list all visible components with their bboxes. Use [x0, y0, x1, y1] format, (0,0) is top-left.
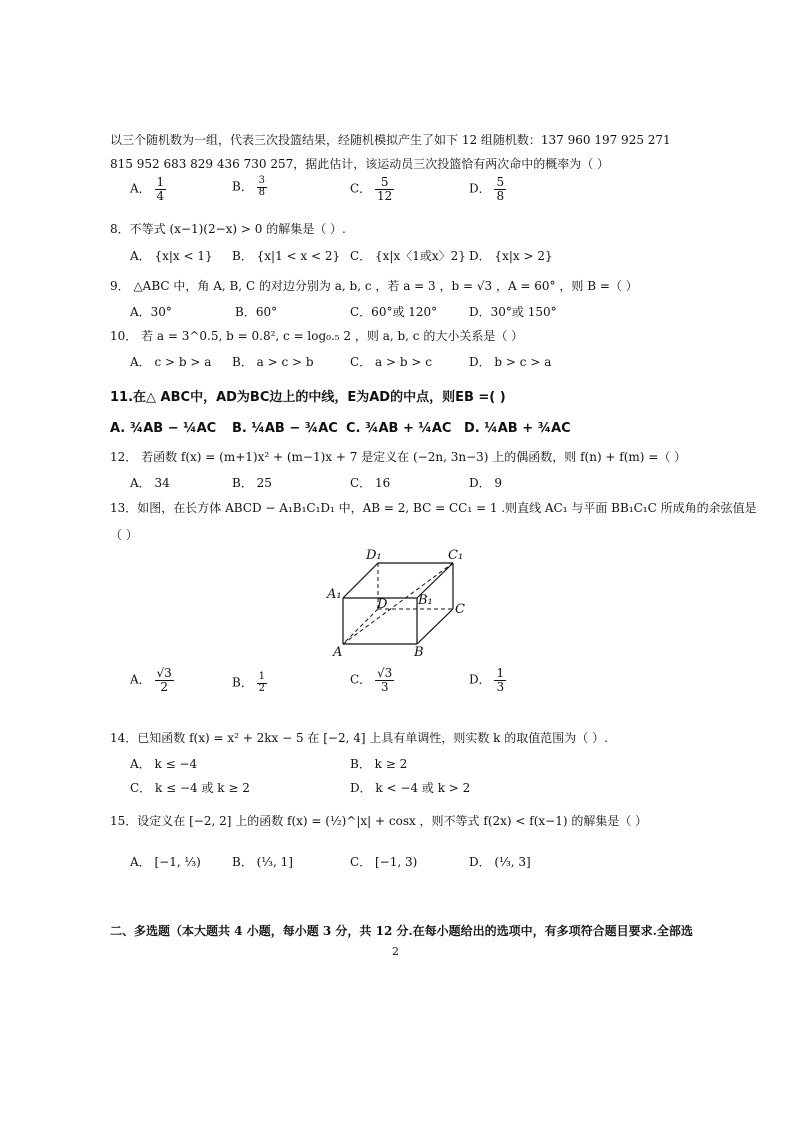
q14-option-a[interactable]: A． k ≤ −4 [130, 757, 198, 771]
fraction: $\frac{1}{3}$ [496, 666, 505, 694]
q7-line2: 815 952 683 829 436 730 257，据此估计，该运动员三次投篮恰有两次命中的概率为（ ） [110, 157, 610, 171]
label-c: C [455, 602, 465, 617]
q11-option-c[interactable]: C. ¾AB + ¼AC [346, 421, 452, 436]
fraction: $\frac{√3}{2}$ [156, 666, 172, 694]
q15-option-a[interactable]: A． [−1, ⅓) [130, 855, 201, 869]
q12-stem: 12． 若函数 f(x) = (m+1)x² + (m−1)x + 7 是定义在 (−2n, 3n−3) 上的偶函数，则 f(n) + f(m) =（ ） [110, 450, 687, 464]
q9-option-d[interactable]: D．30°或 150° [469, 305, 557, 319]
q9-option-a[interactable]: A．30° [130, 305, 172, 319]
q10-stem: 10． 若 a = 3^0.5, b = 0.8², c = log₀.₅ 2 ，则 a, b, c 的大小关系是（ ） [110, 329, 524, 343]
q10-option-c[interactable]: C． a > b > c [350, 355, 432, 369]
label-d1: D₁ [366, 548, 382, 563]
q12-option-a[interactable]: A． 34 [130, 476, 170, 490]
q10-option-a[interactable]: A． c > b > a [130, 355, 212, 369]
q14-stem: 14．已知函数 f(x) = x² + 2kx − 5 在 [−2, 4] 上具有单调性，则实数 k 的取值范围为（ ）. [110, 731, 608, 745]
fraction: $\frac{3}{8}$ [258, 175, 266, 198]
q11-option-b[interactable]: B. ¼AB − ¾AC [232, 421, 338, 436]
q7-option-c[interactable]: C． $\frac{5}{12}$ [350, 175, 393, 203]
q11-option-d[interactable]: D. ¼AB + ¾AC [464, 421, 571, 436]
q9-stem: 9． △ABC 中，角 A, B, C 的对边分别为 a, b, c ，若 a = 3 ，b = √3 ，A = 60° ，则 B =（ ） [110, 279, 638, 293]
q14-option-c[interactable]: C． k ≤ −4 或 k ≥ 2 [130, 781, 250, 795]
fraction: $\frac{5}{8}$ [496, 175, 505, 203]
q8-option-c[interactable]: C． {x|x〈1或x〉2} [350, 249, 466, 263]
q7-option-a[interactable]: A． $\frac{1}{4}$ [130, 175, 165, 203]
q7-option-b[interactable]: B． $\frac{3}{8}$ [232, 175, 266, 198]
q8-stem: 8．不等式 (x−1)(2−x) > 0 的解集是（ ）. [110, 222, 346, 236]
q13-stem-paren: （ ） [110, 528, 138, 542]
q14-option-d[interactable]: D． k < −4 或 k > 2 [350, 781, 471, 795]
fraction: $\frac{1}{2}$ [258, 671, 266, 694]
q9-option-b[interactable]: B．60° [235, 305, 278, 319]
q13-option-a[interactable]: A． $\frac{√3}{2}$ [130, 666, 172, 694]
q15-option-c[interactable]: C． [−1, 3) [350, 855, 418, 869]
q10-option-d[interactable]: D． b > c > a [469, 355, 552, 369]
q12-option-c[interactable]: C． 16 [350, 476, 391, 490]
diagonal-ac1 [343, 563, 453, 644]
label-c1: C₁ [448, 548, 464, 563]
q13-option-b[interactable]: B． $\frac{1}{2}$ [232, 671, 266, 694]
fraction: $\frac{√3}{3}$ [377, 666, 393, 694]
edge-a1d1 [343, 563, 378, 598]
q11-stem: 11.在△ ABC中，AD为BC边上的中线，E为AD的中点，则EB =( ) [110, 390, 506, 405]
edge-cb [417, 609, 453, 644]
q7-line1: 以三个随机数为一组，代表三次投篮结果，经随机模拟产生了如下 12 组随机数：137 960 197 925 271 [110, 133, 671, 147]
q15-option-b[interactable]: B． (⅓, 1] [232, 855, 293, 869]
edge-da-hidden [343, 609, 378, 644]
page-number: 2 [392, 945, 399, 958]
q15-stem: 15．设定义在 [−2, 2] 上的函数 f(x) = (½)^|x| + cosx ，则不等式 f(2x) < f(x−1) 的解集是（ ） [110, 814, 648, 828]
q12-option-d[interactable]: D． 9 [469, 476, 503, 490]
q7-option-d[interactable]: D． $\frac{5}{8}$ [469, 175, 505, 203]
q15-option-d[interactable]: D． (⅓, 3] [469, 855, 531, 869]
q9-option-c[interactable]: C．60°或 120° [350, 305, 438, 319]
label-d: D [377, 597, 388, 612]
edge-c1b1 [417, 563, 453, 598]
label-a: A [333, 645, 343, 660]
q12-option-b[interactable]: B． 25 [232, 476, 272, 490]
label-b1: B₁ [418, 593, 433, 608]
q13-option-c[interactable]: C． $\frac{√3}{3}$ [350, 666, 393, 694]
q8-option-d[interactable]: D． {x|x > 2} [469, 249, 553, 263]
label-b: B [414, 645, 424, 660]
q13-option-d[interactable]: D． $\frac{1}{3}$ [469, 666, 505, 694]
q8-option-a[interactable]: A． {x|x < 1} [130, 249, 213, 263]
q8-option-b[interactable]: B． {x|1 < x < 2} [232, 249, 341, 263]
q10-option-b[interactable]: B． a > c > b [232, 355, 314, 369]
label-a1: A₁ [327, 587, 342, 602]
q13-stem: 13．如图，在长方体 ABCD − A₁B₁C₁D₁ 中，AB = 2, BC = CC₁ = 1 .则直线 AC₁ 与平面 BB₁C₁C 所成角的余弦值是 [110, 501, 757, 515]
q11-option-a[interactable]: A. ¾AB − ¼AC [110, 421, 217, 436]
fraction: $\frac{1}{4}$ [156, 175, 165, 203]
q14-option-b[interactable]: B． k ≥ 2 [350, 757, 408, 771]
section-heading: 二、多选题（本大题共 4 小题，每小题 3 分，共 12 分.在每小题给出的选项中，有多项符合题目要求.全部选 [110, 924, 693, 938]
fraction: $\frac{5}{12}$ [377, 175, 393, 203]
